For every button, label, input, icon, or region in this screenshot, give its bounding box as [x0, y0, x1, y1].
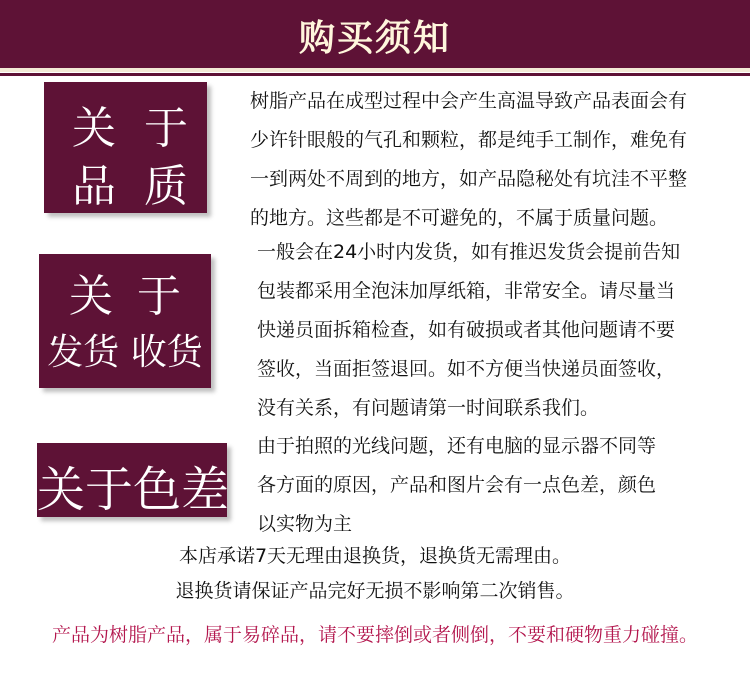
- quality-label-line1: 关于: [72, 103, 216, 154]
- color-label-box: [37, 443, 230, 518]
- shipping-line: 没有关系，有问题请第一时间联系我们。: [257, 397, 600, 419]
- shipping-label-line1: 关于: [69, 271, 205, 322]
- header-bar: [0, 0, 750, 72]
- quality-line: 一到两处不周到的地方，如产品隐秘处有坑洼不平整: [250, 168, 688, 190]
- shipping-label-line2: 发货 收货: [47, 332, 203, 373]
- color-line: 以实物为主: [257, 513, 353, 535]
- return-policy-note: 本店承诺7天无理由退换货，退换货无需理由。: [178, 545, 572, 567]
- quality-paragraph: [250, 82, 687, 238]
- color-line: 由于拍照的光线问题，还有电脑的显示器不同等: [257, 435, 657, 457]
- quality-line: 少许针眼般的气孔和颗粒，都是纯手工制作，难免有: [250, 129, 688, 151]
- shipping-line: 一般会在24小时内发货，如有推迟发货会提前告知: [257, 241, 681, 263]
- shipping-paragraph: [257, 233, 680, 428]
- quality-line: 树脂产品在成型过程中会产生高温导致产品表面会有: [250, 90, 688, 112]
- quality-label-line2: 品质: [72, 161, 216, 212]
- color-label: 关于色差: [37, 462, 230, 518]
- quality-line: 的地方。这些都是不可避免的，不属于质量问题。: [250, 207, 669, 229]
- page-title: 购买须知: [298, 17, 451, 59]
- color-line: 各方面的原因，产品和图片会有一点色差，颜色: [257, 474, 657, 496]
- color-paragraph: [257, 427, 656, 544]
- shipping-label-box: [39, 254, 211, 388]
- return-condition-note: 退换货请保证产品完好无损不影响第二次销售。: [175, 580, 575, 602]
- fragile-warning-note: 产品为树脂产品，属于易碎品，请不要摔倒或者侧倒，不要和硬物重力碰撞。: [51, 624, 698, 646]
- shipping-line: 签收，当面拒签退回。如不方便当快递员面签收，: [257, 358, 676, 380]
- shipping-line: 快递员面拆箱检查，如有破损或者其他问题请不要: [257, 319, 676, 341]
- quality-label-box: [44, 82, 216, 213]
- shipping-line: 包装都采用全泡沫加厚纸箱，非常安全。请尽量当: [257, 280, 676, 302]
